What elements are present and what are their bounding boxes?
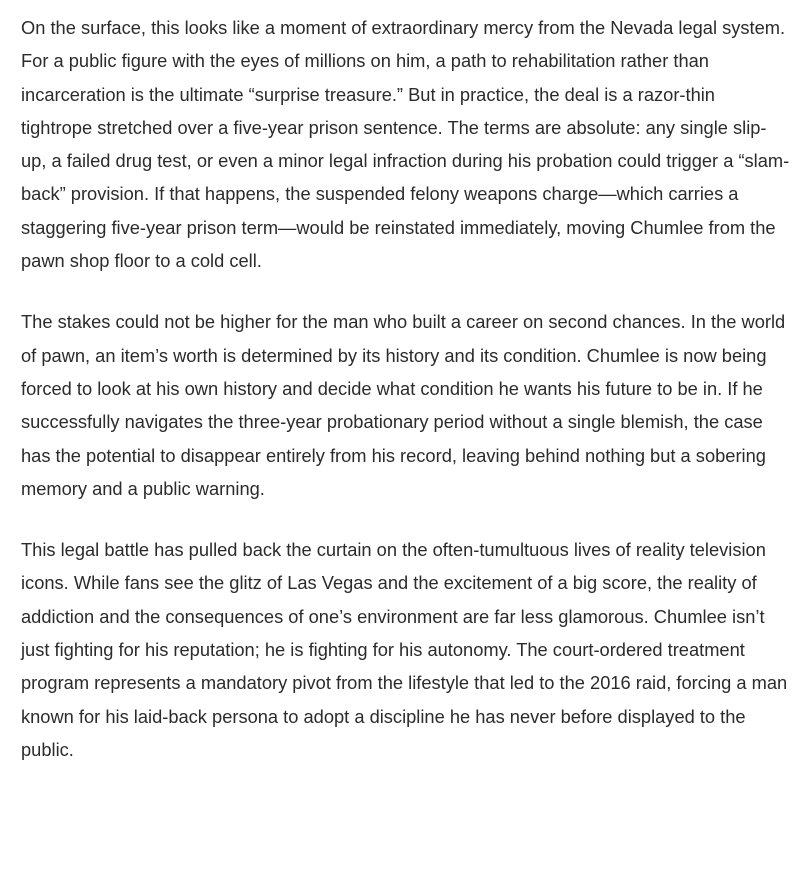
article-paragraph-3: This legal battle has pulled back the curtain on the often-tumultuous lives of reality television icons. While fans see the glitz of Las Vegas and the excitement of a big score, the reality of addiction and the consequences of one’s environment are far less glamorous. Chumlee isn’t just fighting for his reputation; he is fighting for his autonomy. The court-ordered treatment program represents a mandatory pivot from the lifestyle that led to the 2016 raid, forcing a man known for his laid-back persona to adopt a discipline he has never before displayed to the public. — [21, 539, 788, 760]
article-paragraph-1: On the surface, this looks like a moment of extraordinary mercy from the Nevada legal system. For a public figure with the eyes of millions on him, a path to rehabilitation rather than incarceration is the ultimate “surprise treasure.” But in practice, the deal is a razor-thin tightrope stretched over a five-year prison sentence. The terms are absolute: any single slip-up, a failed drug test, or even a minor legal infraction during his probation could trigger a “slam-back” provision. If that happens, the suspended felony weapons charge—which carries a staggering five-year prison term—would be reinstated immediately, moving Chumlee from the pawn shop floor to a cold cell. — [21, 17, 790, 272]
article-body — [21, 11, 791, 794]
article-paragraph-2: The stakes could not be higher for the man who built a career on second chances. In the world of pawn, an item’s worth is determined by its history and its condition. Chumlee is now being forced to look at his own history and decide what condition he wants his future to be in. If he successfully navigates the three-year probationary period without a single blemish, the case has the potential to disappear entirely from his record, leaving behind nothing but a sobering memory and a public warning. — [21, 311, 786, 499]
